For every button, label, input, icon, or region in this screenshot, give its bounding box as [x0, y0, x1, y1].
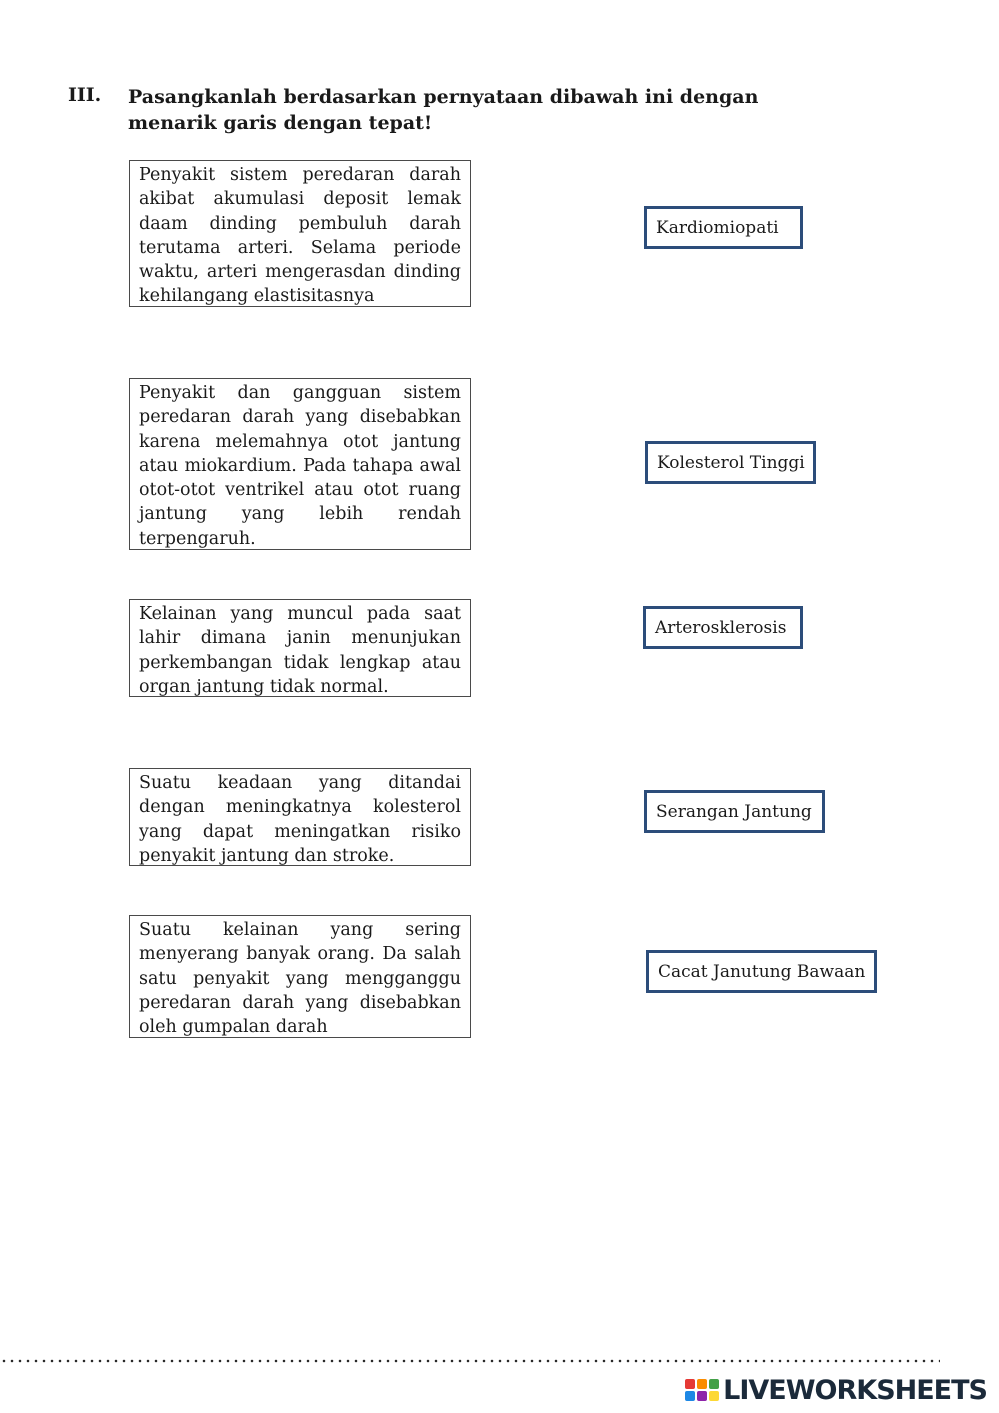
- logo-square-icon: [709, 1391, 719, 1401]
- question-box-4: Suatu keadaan yang ditandai dengan meningkatnya kolesterol yang dapat meningatkan risiko penyakit jantung dan stroke.: [129, 768, 471, 866]
- answer-box-4[interactable]: Serangan Jantung: [644, 790, 825, 833]
- question-box-3: Kelainan yang muncul pada saat lahir dimana janin menunjukan perkembangan tidak lengkap atau organ jantung tidak normal.: [129, 599, 471, 697]
- logo-square-icon: [697, 1391, 707, 1401]
- logo-square-icon: [685, 1391, 695, 1401]
- question-box-2: Penyakit dan gangguan sistem peredaran darah yang disebabkan karena melemahnya otot jantung atau miokardium. Pada tahapa awal otot-otot ventrikel atau otot ruang jantung yang lebih rendah terpengaruh.: [129, 378, 471, 550]
- section-number: III.: [68, 84, 102, 106]
- answer-box-5[interactable]: Cacat Janutung Bawaan: [646, 950, 877, 993]
- question-box-5: Suatu kelainan yang sering menyerang banyak orang. Da salah satu penyakit yang mengganggu peredaran darah yang disebabkan oleh gumpalan darah: [129, 915, 471, 1038]
- answer-box-2[interactable]: Kolesterol Tinggi: [645, 441, 816, 484]
- answer-box-1[interactable]: Kardiomiopati: [644, 206, 803, 249]
- logo-text: LIVEWORKSHEETS: [723, 1374, 987, 1406]
- answer-box-3[interactable]: Arterosklerosis: [643, 606, 803, 649]
- logo-square-icon: [709, 1379, 719, 1389]
- dotted-divider: [0, 1354, 940, 1368]
- logo-square-icon: [685, 1379, 695, 1389]
- logo-square-icon: [697, 1379, 707, 1389]
- liveworksheets-logo: [685, 1374, 987, 1406]
- question-box-1: Penyakit sistem peredaran darah akibat akumulasi deposit lemak daam dinding pembuluh darah terutama arteri. Selama periode waktu, arteri mengerasdan dinding kehilangang elastisitasnya: [129, 160, 471, 307]
- section-instruction: Pasangkanlah berdasarkan pernyataan dibawah ini dengan menarik garis dengan tepat!: [128, 86, 759, 134]
- logo-grid-icon: [685, 1379, 719, 1401]
